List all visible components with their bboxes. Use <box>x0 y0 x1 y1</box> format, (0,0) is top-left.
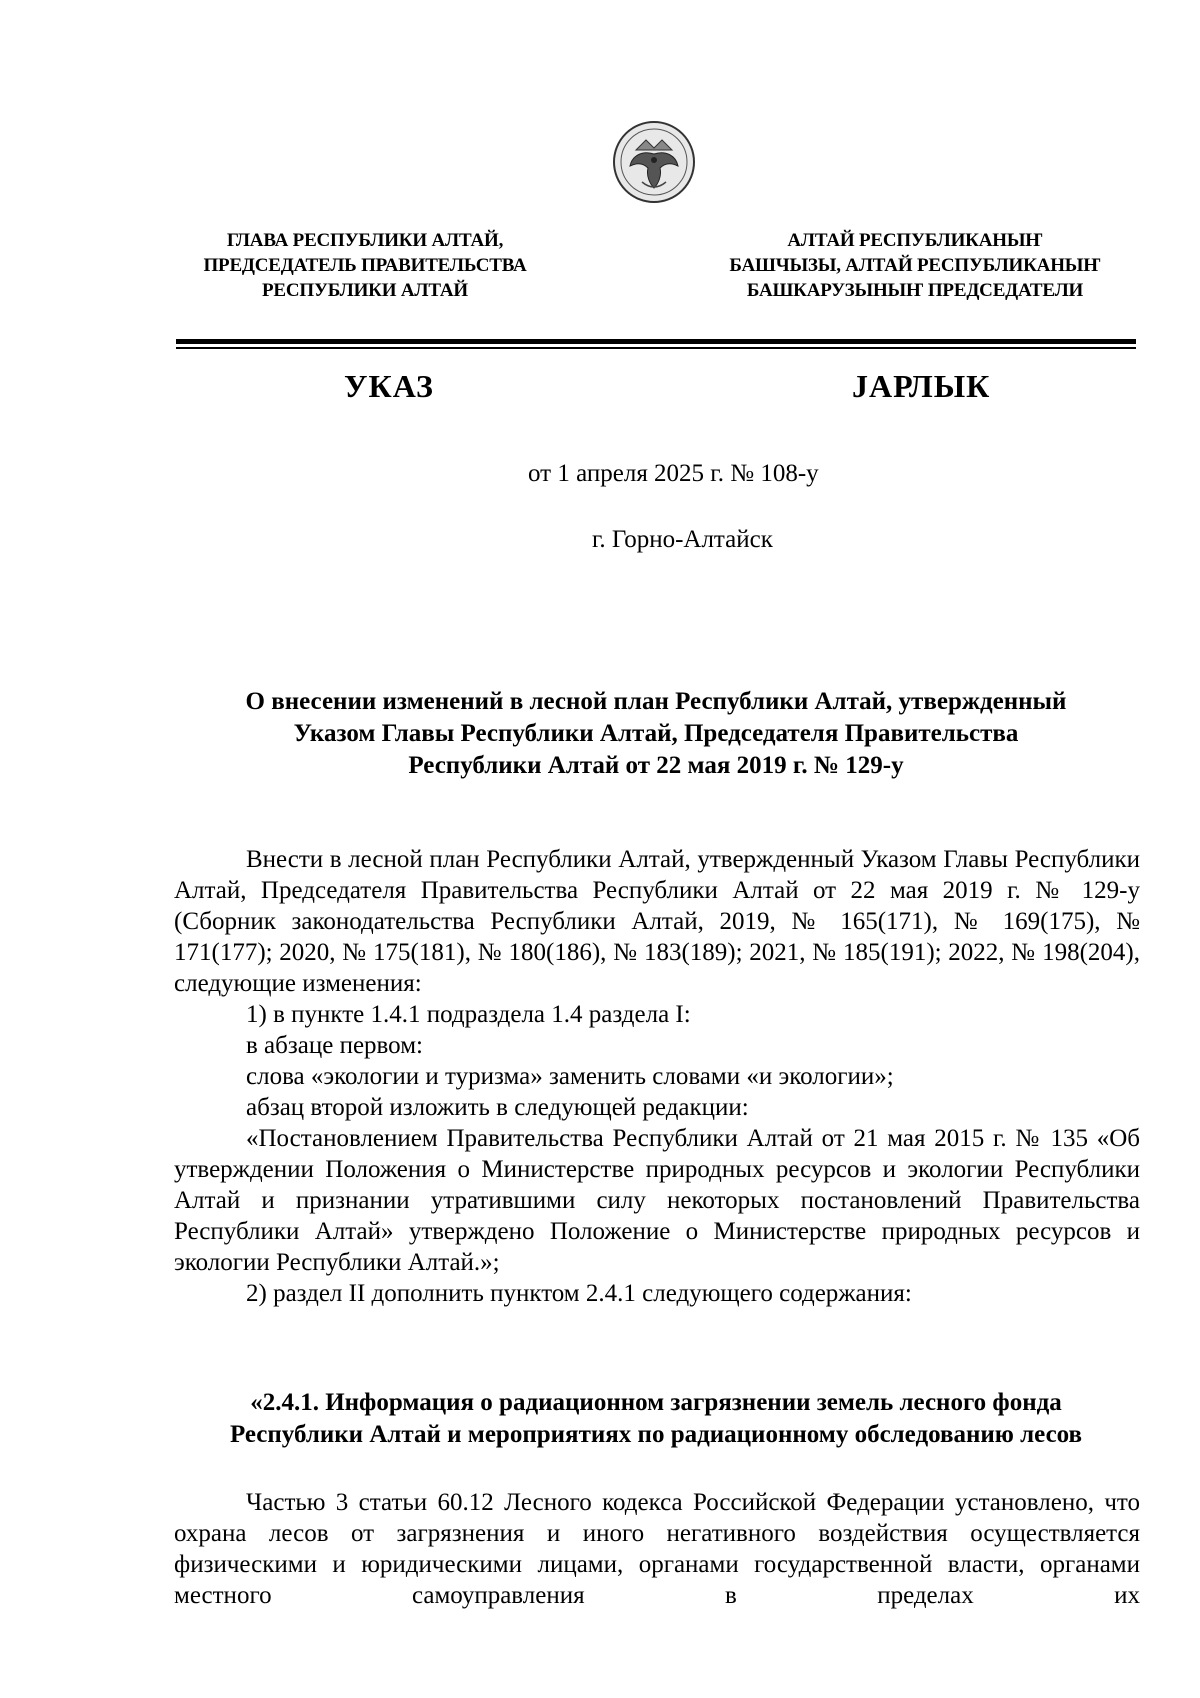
header-line: ГЛАВА РЕСПУБЛИКИ АЛТАЙ, <box>226 230 504 251</box>
coat-of-arms-emblem <box>612 120 696 204</box>
amendment-item-1-b: слова «экологии и туризма» заменить словами «и экологии»; <box>246 1063 894 1090</box>
header-line: АЛТАЙ РЕСПУБЛИКАНЫҤ <box>787 230 1043 251</box>
document-type-russian: УКАЗ <box>344 368 434 404</box>
section-heading-line: «2.4.1. Информация о радиационном загрязнении земель лесного фонда <box>250 1389 1062 1416</box>
amendment-item-1-a: в абзаце первом: <box>246 1032 423 1059</box>
subject-line: Указом Главы Республики Алтай, Председателя Правительства <box>293 720 1019 747</box>
header-divider-thin <box>176 347 1136 349</box>
document-type-altai: JАРЛЫК <box>852 368 991 404</box>
amendment-item-1-c: абзац второй изложить в следующей редакции: <box>246 1094 749 1121</box>
document-body <box>174 844 1140 1309</box>
document-subject <box>176 686 1136 782</box>
header-divider-thick <box>176 339 1136 344</box>
header-line: ПРЕДСЕДАТЕЛЬ ПРАВИТЕЛЬСТВА <box>203 255 527 276</box>
section-heading-line: Республики Алтай и мероприятиях по радиационному обследованию лесов <box>229 1421 1083 1448</box>
subject-line: Республики Алтай от 22 мая 2019 г. № 129-у <box>408 752 904 779</box>
section-paragraph: Частью 3 статьи 60.12 Лесного кодекса Российской Федерации установлено, что охрана лесов от загрязнения и иного негативного воздействия осуществляется физическими и юридическими лицами, органами государственной власти, органами местного самоуправления в пределах их <box>174 1489 1140 1609</box>
section-heading <box>176 1387 1136 1451</box>
document-date-number: от 1 апреля 2025 г. № 108-у <box>528 460 819 487</box>
issuer-header-russian <box>150 228 580 303</box>
issuer-header-altai <box>700 228 1130 303</box>
header-line: БАШЧЫЗЫ, АЛТАЙ РЕСПУБЛИКАНЫҤ <box>729 255 1101 276</box>
intro-paragraph: Внести в лесной план Республики Алтай, утвержденный Указом Главы Республики Алтай, Председателя Правительства Республики Алтай от 22 мая 2019 г. № 129-у (Сборник законодательства Республики Алтай, 2019, № 165(171), № 169(175), № 171(177); 2020, № 175(181), № 180(186), № 183(189); 2021, № 185(191); 2022, № 198(204), следующие изменения: <box>174 846 1140 997</box>
amendment-item-1: 1) в пункте 1.4.1 подраздела 1.4 раздела I: <box>246 1001 691 1028</box>
header-line: БАШКАРУЗЫНЫҤ ПРЕДСЕДАТЕЛИ <box>746 280 1084 301</box>
document-city: г. Горно-Алтайск <box>592 526 773 553</box>
section-body <box>174 1487 1140 1611</box>
amendment-item-2: 2) раздел II дополнить пунктом 2.4.1 следующего содержания: <box>246 1280 912 1307</box>
subject-line: О внесении изменений в лесной план Республики Алтай, утвержденный <box>245 688 1067 715</box>
header-line: РЕСПУБЛИКИ АЛТАЙ <box>262 280 468 301</box>
amendment-item-1-quote: «Постановлением Правительства Республики Алтай от 21 мая 2015 г. № 135 «Об утверждении Положения о Министерстве природных ресурсов и экологии Республики Алтай и признании утратившими силу некоторых постановлений Правительства Республики Алтай» утверждено Положение о Министерстве природных ресурсов и экологии Республики Алтай.»; <box>174 1125 1140 1276</box>
